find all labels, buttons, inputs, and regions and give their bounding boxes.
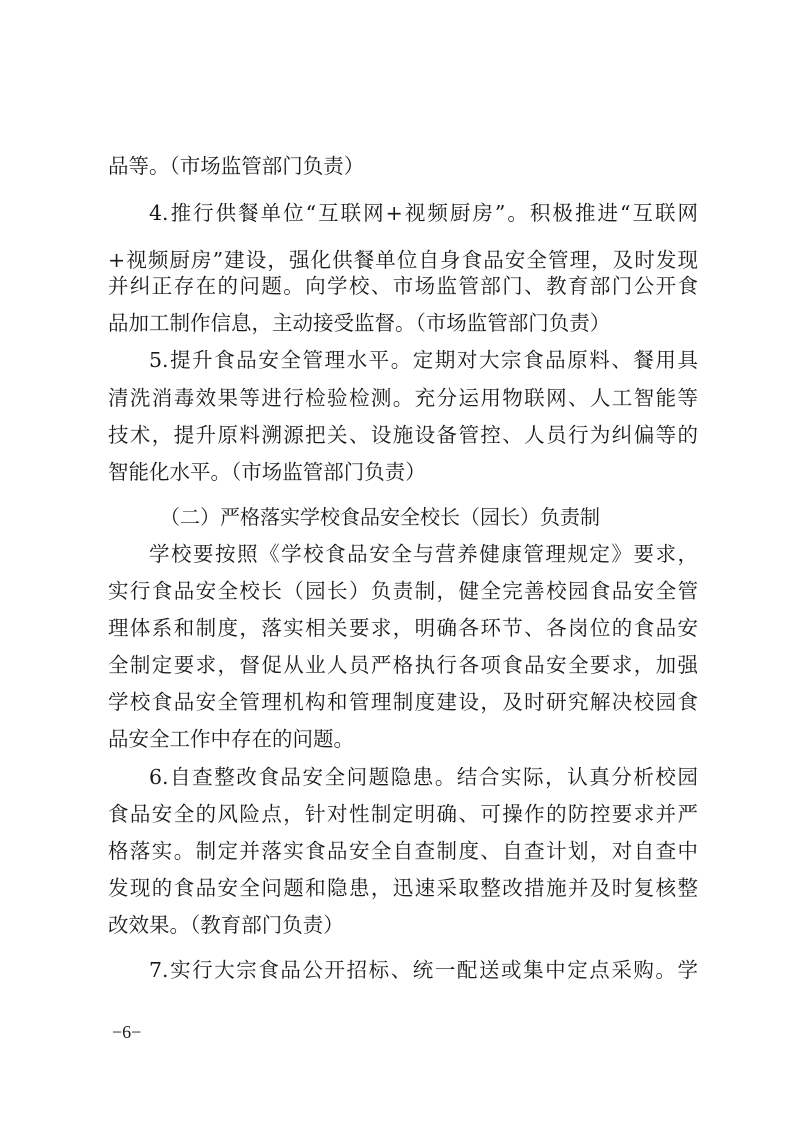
text-line: 5.提升食品安全管理水平。定期对大宗食品原料、餐用具 bbox=[149, 348, 698, 372]
text-line: 6.自查整改食品安全问题隐患。结合实际，认真分析校园 bbox=[149, 765, 698, 789]
text-line: 学校食品安全管理机构和管理制度建设，及时研究解决校园食 bbox=[108, 690, 698, 714]
text-line: 全制定要求，督促从业人员严格执行各项食品安全要求，加强 bbox=[108, 653, 698, 677]
text-line: 智能化水平。（市场监管部门负责） bbox=[108, 460, 426, 484]
page-number: −6− bbox=[112, 1022, 142, 1042]
text-line: 并纠正存在的问题。向学校、市场监管部门、教育部门公开食 bbox=[108, 274, 698, 298]
text-line: 品安全工作中存在的问题。 bbox=[108, 727, 354, 751]
text-line: 品等。（市场监管部门负责） bbox=[108, 154, 365, 178]
text-line: 改效果。（教育部门负责） bbox=[108, 913, 344, 937]
text-line: 理体系和制度，落实相关要求，明确各环节、各岗位的食品安 bbox=[108, 616, 698, 640]
text-line: 实行食品安全校长（园长）负责制，健全完善校园食品安全管 bbox=[108, 579, 698, 603]
section-heading: （二）严格落实学校食品安全校长（园长）负责制 bbox=[160, 505, 600, 529]
text-line: +视频厨房”建设，强化供餐单位自身食品安全管理，及时发现 bbox=[108, 248, 698, 272]
text-line: 4.推行供餐单位“互联网+视频厨房”。积极推进“互联网 bbox=[149, 201, 698, 225]
text-line: 技术，提升原料溯源把关、设施设备管控、人员行为纠偏等的 bbox=[108, 423, 698, 447]
text-line: 格落实。制定并落实食品安全自查制度、自查计划，对自查中 bbox=[108, 839, 698, 863]
text-line: 清洗消毒效果等进行检验检测。充分运用物联网、人工智能等 bbox=[108, 386, 698, 410]
text-line: 食品安全的风险点，针对性制定明确、可操作的防控要求并严 bbox=[108, 802, 698, 826]
text-line: 发现的食品安全问题和隐患，迅速采取整改措施并及时复核整 bbox=[108, 876, 698, 900]
text-line: 7.实行大宗食品公开招标、统一配送或集中定点采购。学 bbox=[149, 958, 698, 982]
text-line: 学校要按照《学校食品安全与营养健康管理规定》要求， bbox=[149, 542, 698, 566]
text-line: 品加工制作信息，主动接受监督。（市场监管部门负责） bbox=[108, 311, 611, 335]
